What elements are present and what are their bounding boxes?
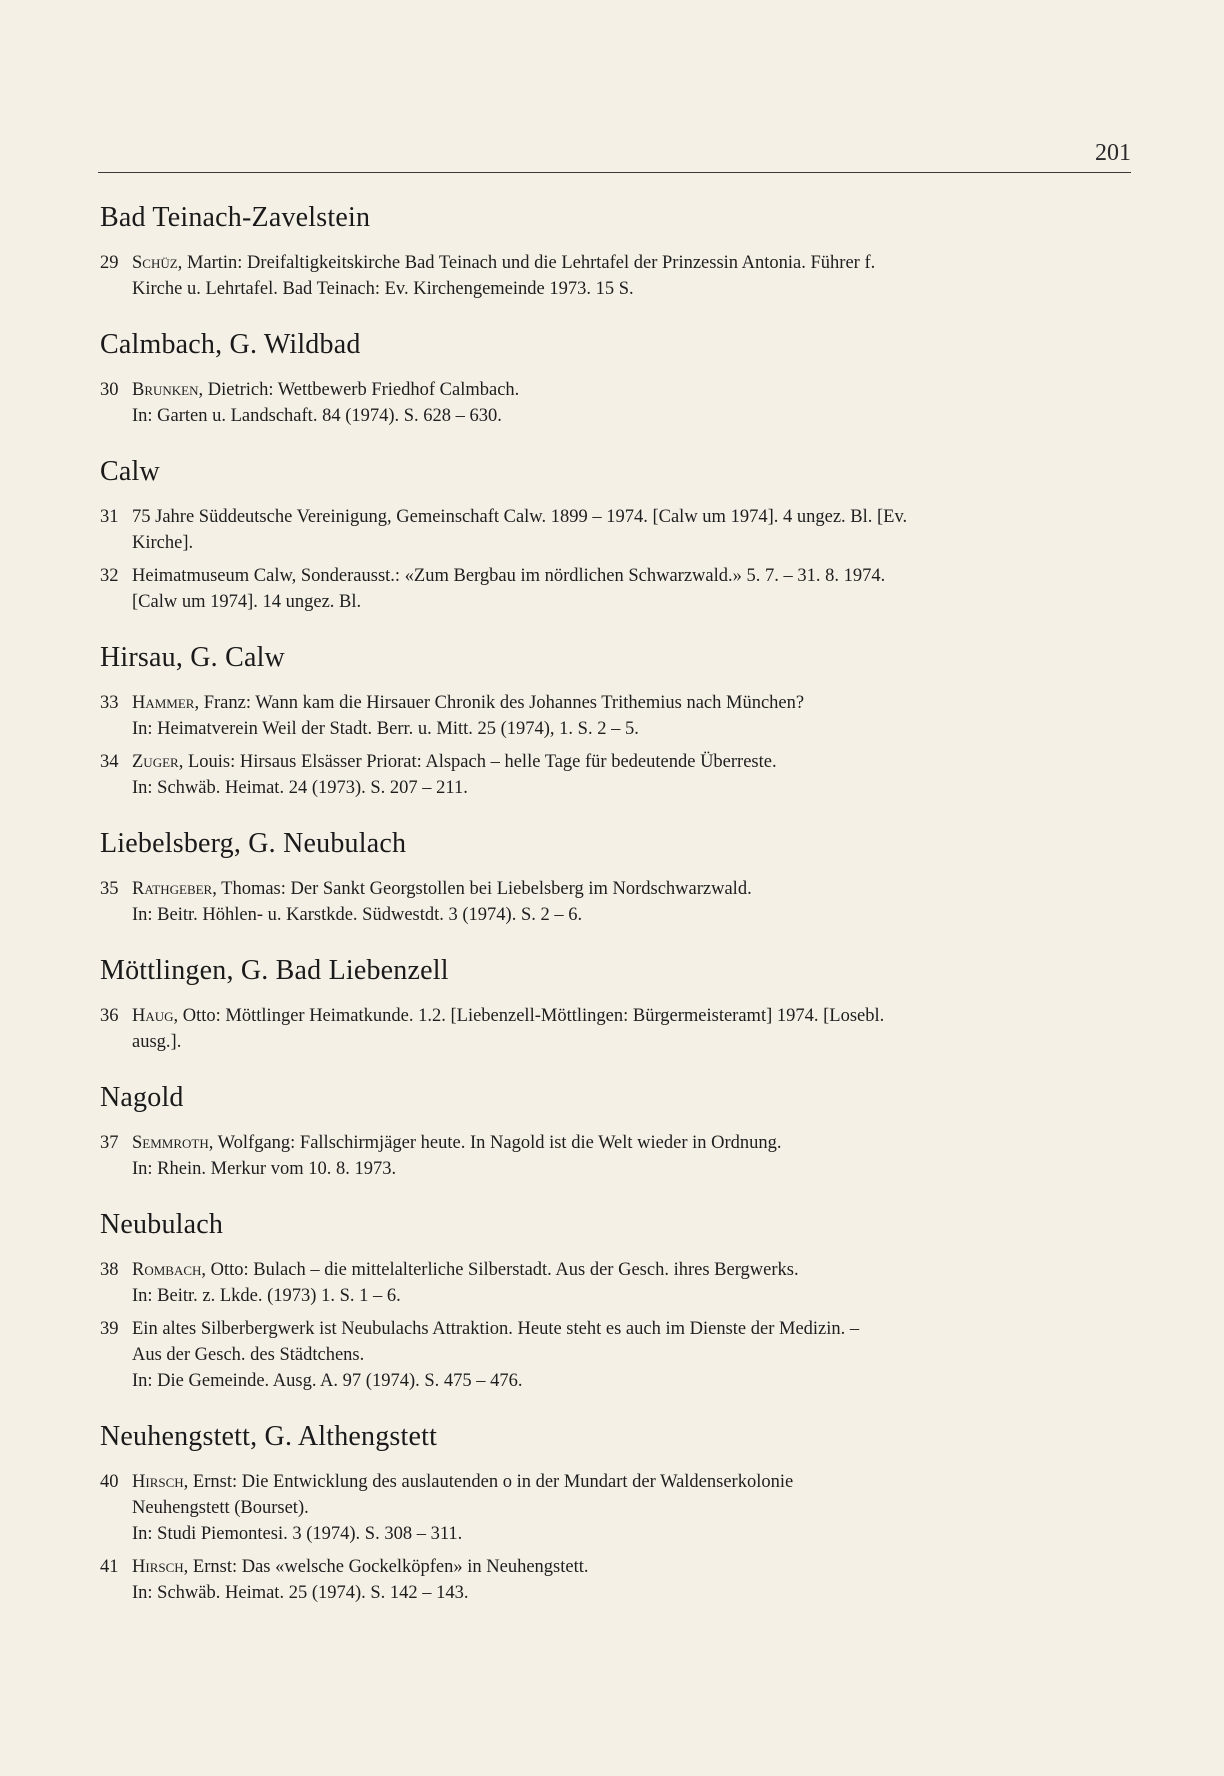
section <box>100 327 1130 454</box>
bibliography-entry <box>100 1257 1130 1309</box>
entry-line <box>132 1342 1130 1368</box>
section <box>100 200 1130 327</box>
entry-text: 75 Jahre Süddeutsche Vereinigung, Gemeinschaft Calw. 1899 – 1974. [Calw um 1974]. 4 ungez. Bl. [Ev. <box>132 507 908 527</box>
entry-line <box>132 504 1130 530</box>
bibliography-entry <box>100 1554 1130 1606</box>
section <box>100 1080 1130 1207</box>
entry-line <box>132 1316 1130 1342</box>
entry-text: Franz: Wann kam die Hirsauer Chronik des Johannes Trithemius nach München? <box>199 693 805 713</box>
entry-line <box>132 403 1130 429</box>
entry-author: Hirsch, <box>132 1472 189 1492</box>
entry-author: Schüz, <box>132 253 183 273</box>
entry-line <box>132 530 1130 556</box>
section-heading: Bad Teinach-Zavelstein <box>100 202 371 233</box>
section-heading: Neuhengstett, G. Althengstett <box>100 1421 438 1452</box>
entry-number: 38 <box>100 1260 119 1280</box>
section-heading: Möttlingen, G. Bad Liebenzell <box>100 955 449 986</box>
bibliography-entry <box>100 563 1130 615</box>
entry-line <box>132 902 1130 928</box>
entry-text: Wolfgang: Fallschirmjäger heute. In Nagold ist die Welt wieder in Ordnung. <box>213 1133 782 1153</box>
section <box>100 1419 1130 1606</box>
entry-author: Rathgeber, <box>132 879 217 899</box>
entry-text: Otto: Bulach – die mittelalterliche Silberstadt. Aus der Gesch. ihres Bergwerks. <box>206 1260 799 1280</box>
entry-line <box>132 589 1130 615</box>
entry-text: In: Rhein. Merkur vom 10. 8. 1973. <box>132 1159 397 1179</box>
entry-author: Haug, <box>132 1006 179 1026</box>
section-gap <box>100 622 1130 640</box>
entry-line <box>132 1283 1130 1309</box>
entry-line <box>132 1554 1130 1580</box>
section-heading: Calmbach, G. Wildbad <box>100 329 361 360</box>
entry-number: 32 <box>100 566 119 586</box>
entry-line <box>132 563 1130 589</box>
entry-line <box>132 1521 1130 1547</box>
section-gap <box>100 1062 1130 1080</box>
bibliography-entry <box>100 377 1130 429</box>
section-gap <box>100 808 1130 826</box>
entry-number: 30 <box>100 380 119 400</box>
section-gap <box>100 436 1130 454</box>
bibliography-entry <box>100 504 1130 556</box>
entry-text: Louis: Hirsaus Elsässer Priorat: Alspach – helle Tage für bedeutende Überreste. <box>183 752 777 772</box>
entry-text: In: Schwäb. Heimat. 24 (1973). S. 207 – 211. <box>132 778 468 798</box>
bibliography-entry <box>100 1316 1130 1394</box>
entry-text: In: Garten u. Landschaft. 84 (1974). S. 628 – 630. <box>132 406 502 426</box>
entry-text: [Calw um 1974]. 14 ungez. Bl. <box>132 592 362 612</box>
entry-line <box>132 276 1130 302</box>
entry-line <box>132 1156 1130 1182</box>
entry-number: 41 <box>100 1557 119 1577</box>
entry-line <box>132 1003 1130 1029</box>
entry-text: Martin: Dreifaltigkeitskirche Bad Teinach und die Lehrtafel der Prinzessin Antonia. Führer f. <box>182 253 876 273</box>
entry-number: 33 <box>100 693 119 713</box>
entry-author: Hammer, <box>132 693 200 713</box>
entry-number: 29 <box>100 253 119 273</box>
section <box>100 454 1130 640</box>
entry-text: Ein altes Silberbergwerk ist Neubulachs Attraktion. Heute steht es auch im Dienste der Medizin. – <box>132 1319 860 1339</box>
entry-text: Thomas: Der Sankt Georgstollen bei Liebelsberg im Nordschwarzwald. <box>216 879 752 899</box>
section-heading: Calw <box>100 456 160 487</box>
entry-author: Rombach, <box>132 1260 207 1280</box>
entry-text: In: Beitr. Höhlen- u. Karstkde. Südwestdt. 3 (1974). S. 2 – 6. <box>132 905 583 925</box>
entry-text: ausg.]. <box>132 1032 182 1052</box>
bibliography-entry <box>100 1130 1130 1182</box>
bibliography-content <box>100 200 1130 1613</box>
section-heading: Nagold <box>100 1082 184 1113</box>
entry-text: Otto: Möttlinger Heimatkunde. 1.2. [Liebenzell-Möttlingen: Bürgermeisteramt] 1974. [Losebl. <box>178 1006 885 1026</box>
entry-author: Semmroth, <box>132 1133 214 1153</box>
entry-number: 35 <box>100 879 119 899</box>
entry-text: Ernst: Das «welsche Gockelköpfen» in Neuhengstett. <box>188 1557 589 1577</box>
header-rule <box>98 172 1131 173</box>
entry-text: Kirche]. <box>132 533 194 553</box>
entry-line <box>132 1580 1130 1606</box>
section <box>100 953 1130 1080</box>
entry-line <box>132 1469 1130 1495</box>
entry-line <box>132 1130 1130 1156</box>
entry-number: 31 <box>100 507 119 527</box>
entry-author: Hirsch, <box>132 1557 189 1577</box>
section <box>100 1207 1130 1419</box>
entry-text: Aus der Gesch. des Städtchens. <box>132 1345 365 1365</box>
entry-number: 39 <box>100 1319 119 1339</box>
page-number: 201 <box>1095 140 1131 166</box>
bibliography-entry <box>100 876 1130 928</box>
entry-text: In: Beitr. z. Lkde. (1973) 1. S. 1 – 6. <box>132 1286 401 1306</box>
entry-line <box>132 775 1130 801</box>
bibliography-entry <box>100 250 1130 302</box>
section <box>100 826 1130 953</box>
entry-text: Neuhengstett (Bourset). <box>132 1498 309 1518</box>
bibliography-entry <box>100 1003 1130 1055</box>
section-heading: Neubulach <box>100 1209 224 1240</box>
entry-line <box>132 1257 1130 1283</box>
section <box>100 640 1130 826</box>
entry-line <box>132 716 1130 742</box>
entry-line <box>132 250 1130 276</box>
entry-line <box>132 377 1130 403</box>
section-gap <box>100 1401 1130 1419</box>
section-gap <box>100 309 1130 327</box>
bibliography-entry <box>100 690 1130 742</box>
bibliography-entry <box>100 749 1130 801</box>
entry-text: Heimatmuseum Calw, Sonderausst.: «Zum Bergbau im nördlichen Schwarzwald.» 5. 7. – 31. 8. 1974. <box>132 566 886 586</box>
section-gap <box>100 935 1130 953</box>
entry-number: 37 <box>100 1133 119 1153</box>
entry-line <box>132 1495 1130 1521</box>
entry-text: Dietrich: Wettbewerb Friedhof Calmbach. <box>203 380 520 400</box>
entry-line <box>132 690 1130 716</box>
entry-text: In: Die Gemeinde. Ausg. A. 97 (1974). S. 475 – 476. <box>132 1371 523 1391</box>
entry-text: Kirche u. Lehrtafel. Bad Teinach: Ev. Kirchengemeinde 1973. 15 S. <box>132 279 634 299</box>
entry-text: In: Schwäb. Heimat. 25 (1974). S. 142 – 143. <box>132 1583 469 1603</box>
section-gap <box>100 1189 1130 1207</box>
entry-line <box>132 749 1130 775</box>
entry-text: Ernst: Die Entwicklung des auslautenden o in der Mundart der Waldenserkolonie <box>188 1472 794 1492</box>
section-heading: Hirsau, G. Calw <box>100 642 285 673</box>
entry-text: In: Studi Piemontesi. 3 (1974). S. 308 – 311. <box>132 1524 463 1544</box>
entry-number: 36 <box>100 1006 119 1026</box>
entry-author: Zuger, <box>132 752 184 772</box>
entry-line <box>132 1029 1130 1055</box>
entry-number: 40 <box>100 1472 119 1492</box>
entry-line <box>132 1368 1130 1394</box>
entry-author: Brunken, <box>132 380 204 400</box>
section-heading: Liebelsberg, G. Neubulach <box>100 828 407 859</box>
entry-line <box>132 876 1130 902</box>
entry-text: In: Heimatverein Weil der Stadt. Berr. u. Mitt. 25 (1974), 1. S. 2 – 5. <box>132 719 639 739</box>
bibliography-entry <box>100 1469 1130 1547</box>
entry-number: 34 <box>100 752 119 772</box>
